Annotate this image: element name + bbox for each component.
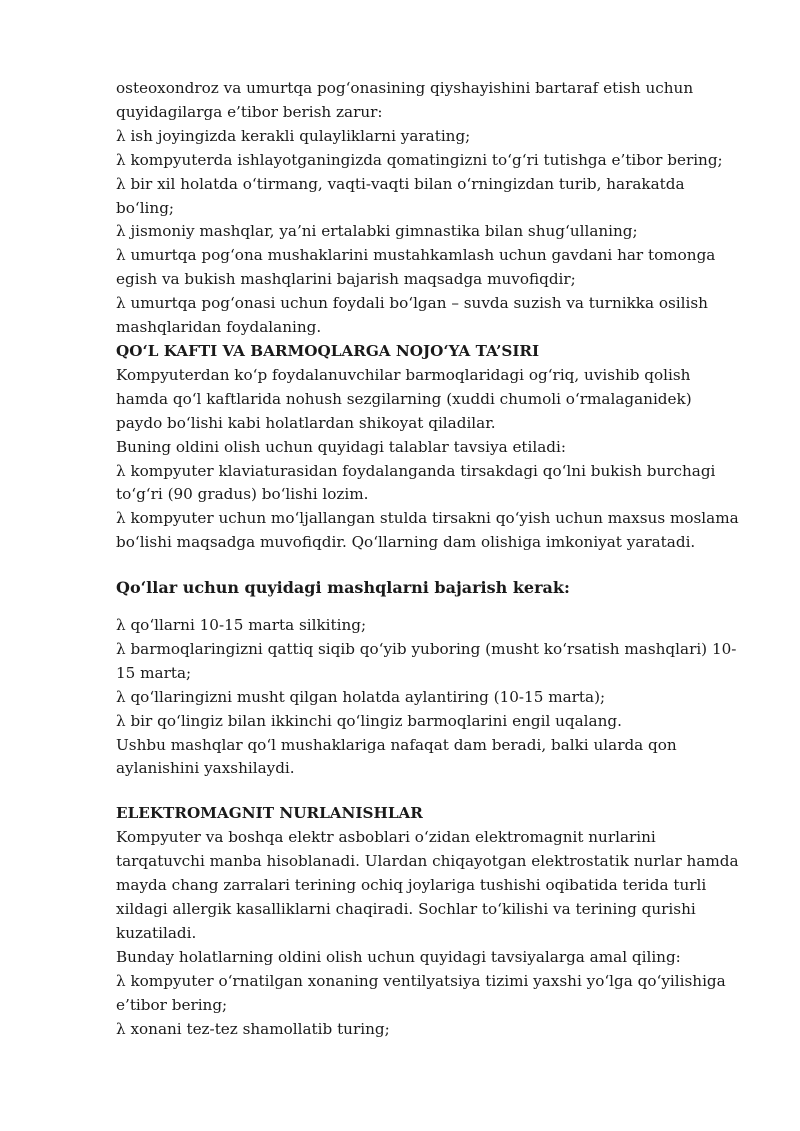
list-item: λ jismoniy mashqlar, ya’ni ertalabki gimnastika bilan shug‘ullaning; [116,222,638,241]
list-item: λ umurtqa pog‘onasi uchun foydali bo‘lgan – suvda suzish va turnikka osilish [116,294,708,313]
text-line: Bunday holatlarning oldini olish uchun quyidagi tavsiyalarga amal qiling: [116,947,681,966]
text-line: Buning oldini olish uchun quyidagi talablar tavsiya etiladi: [116,437,567,456]
text-line: 15 marta; [116,663,192,682]
text-line: quyidagilarga e’tibor berish zarur: [116,102,383,121]
section-hands-fingers [116,340,756,555]
paragraph-gap [116,555,756,576]
paragraph-gap [116,600,756,614]
text-line: hamda qo‘l kaftlarida nohush sezgilarning (xuddi chumoli o‘rmalaganidek) [116,389,692,408]
list-item: λ barmoqlaringizni qattiq siqib qo‘yib yuboring (musht ko‘rsatish mashqlari) 10- [116,639,737,658]
text-line: aylanishini yaxshilaydi. [116,759,295,778]
list-item: λ umurtqa pog‘ona mushaklarini mustahkamlash uchun gavdani har tomonga [116,246,716,265]
section-heading: QO‘L KAFTI VA BARMOQLARGA NOJO‘YA TA’SIRI [116,341,540,360]
text-line: xildagi allergik kasalliklarni chaqiradi. Sochlar to‘kilishi va terining qurishi [116,900,696,918]
text-line: tarqatuvchi manba hisoblanadi. Ulardan chiqayotgan elektrostatik nurlar hamda [116,852,739,871]
text-line: mashqlaridan foydalaning. [116,318,322,337]
section-heading: Qo‘llar uchun quyidagi mashqlarni bajarish kerak: [116,578,570,598]
text-line: egish va bukish mashqlarini bajarish maqsadga muvofiqdir; [116,270,576,289]
text-line: paydo bo‘lishi kabi holatlardan shikoyat qiladilar. [116,413,496,432]
list-item: λ ish joyingizda kerakli qulayliklarni yarating; [116,126,471,145]
list-item: λ qo‘llarni 10-15 marta silkiting; [116,616,367,635]
list-item: λ bir xil holatda o‘tirmang, vaqti-vaqti bilan o‘rningizdan turib, harakatda [116,174,685,193]
text-line: bo‘lishi maqsadga muvofiqdir. Qo‘llarning dam olishiga imkoniyat yaratadi. [116,533,696,552]
text-line: to‘g‘ri (90 gradus) bo‘lishi lozim. [116,485,369,504]
section-posture-tips [116,77,756,340]
section-heading: ELEKTROMAGNIT NURLANISHLAR [116,804,423,823]
text-line: Kompyuterdan ko‘p foydalanuvchilar barmoqlaridagi og‘riq, uvishib qolish [116,365,691,384]
text-line: bo‘ling; [116,198,175,217]
list-item: λ qo‘llaringizni musht qilgan holatda aylantiring (10-15 marta); [116,687,606,706]
text-line: kuzatiladi. [116,923,197,942]
list-item: λ kompyuter klaviaturasidan foydalanganda tirsakdagi qo‘lni bukish burchagi [116,461,716,480]
paragraph-gap [116,781,756,802]
list-item: λ kompyuter uchun mo‘ljallangan stulda tirsakni qo‘yish uchun maxsus moslama [116,509,739,528]
text-line: e’tibor bering; [116,995,228,1014]
section-electromagnetic [116,802,756,1041]
text-line: Kompyuter va boshqa elektr asboblari o‘zidan elektromagnit nurlarini [116,828,656,847]
list-item: λ kompyuterda ishlayotganingizda qomatingizni to‘g‘ri tutishga e’tibor bering; [116,150,723,169]
text-line: mayda chang zarralari terining ochiq joylariga tushishi oqibatida terida turli [116,876,707,895]
section-hand-exercises [116,576,756,781]
list-item: λ bir qo‘lingiz bilan ikkinchi qo‘lingiz barmoqlarini engil uqalang. [116,711,622,730]
text-line: osteoxondroz va umurtqa pog‘onasining qiyshayishini bartaraf etish uchun [116,79,694,97]
list-item: λ kompyuter o‘rnatilgan xonaning ventilyatsiya tizimi yaxshi yo‘lga qo‘yilishiga [116,971,726,990]
list-item: λ xonani tez-tez shamollatib turing; [116,1019,390,1038]
text-line: Ushbu mashqlar qo‘l mushaklariga nafaqat dam beradi, balki ularda qon [116,735,677,754]
document-page [116,77,756,1041]
